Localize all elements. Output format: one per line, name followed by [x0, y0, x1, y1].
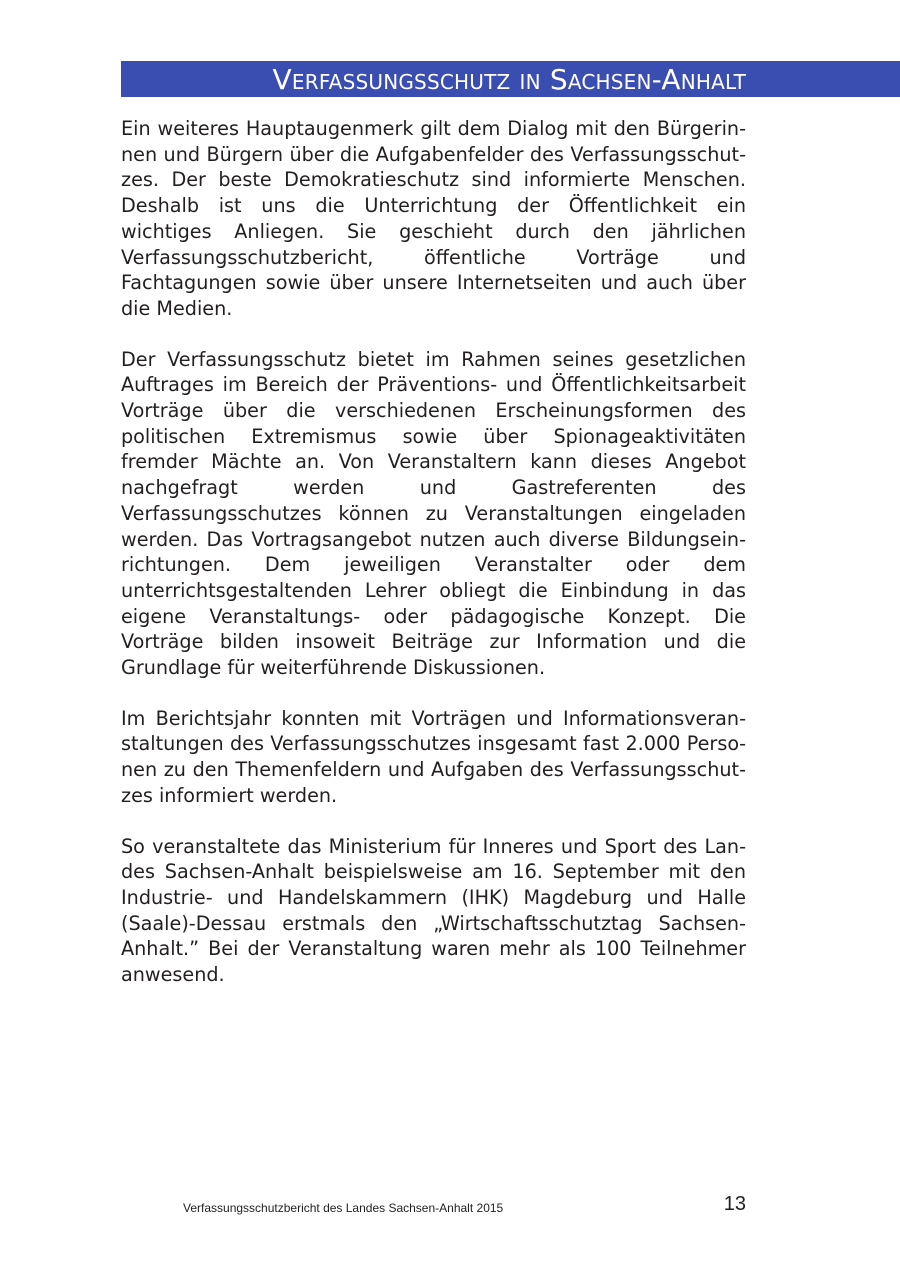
body-text [121, 116, 746, 1013]
page-number: 13 [723, 1193, 746, 1215]
paragraph-public-dialog: Ein weiteres Hauptaugenmerk gilt dem Dialog mit den Bürgerinnen und Bürgern über die Aufgabenfelder des Verfassungsschutzes. Der beste Demokratieschutz sind informierte Menschen. Deshalb ist uns die Unterrichtung der Öffentlichkeit ein wichtiges Anliegen. Sie geschieht durch den jährlichen Verfassungsschutzbericht, öffentliche Vorträge und Fachtagungen sowie über unsere Internetseiten und auch über die Medien. [121, 117, 746, 320]
paragraph-economic-protection-day: So veranstaltete das Ministerium für Inneres und Sport des Landes Sachsen-Anhalt beispielsweise am 16. September mit den Industrie- und Handelskammern (IHK) Magdeburg und Halle (Saale)-Dessau erstmals den „Wirtschaftsschutztag Sachsen-Anhalt.” Bei der Veranstaltung waren mehr als 100 Teilnehmer anwesend. [121, 834, 746, 987]
section-title: Verfassungsschutz in Sachsen-Anhalt [272, 63, 746, 96]
footer-report-title: Verfassungsschutzbericht des Landes Sachsen-Anhalt 2015 [183, 1201, 504, 1215]
paragraph-lecture-program: Der Verfassungsschutz bietet im Rahmen seines gesetzlichen Auftrages im Bereich der Präventions- und Öffentlichkeitsarbeit Vorträge über die verschiedenen Erscheinungsformen des politischen Extremismus sowie über Spionageaktivitäten fremder Mächte an. Von Veranstaltern kann dieses Angebot nachgefragt werden und Gastreferenten des Verfassungsschutzes können zu Veranstaltungen eingeladen werden. Das Vortragsangebot nutzen auch diverse Bildungseinrichtungen. Dem jeweiligen Veranstalter oder dem unterrichtsgestaltenden Lehrer obliegt die Einbindung in das eigene Veranstaltungs- oder pädagogische Konzept. Die Vorträge bilden insoweit Beiträge zur Information und die Grundlage für weiterführende Diskussionen. [121, 347, 746, 680]
paragraph-reporting-year: Im Berichtsjahr konnten mit Vorträgen und Informationsveranstaltungen des Verfassungsschutzes insgesamt fast 2.000 Personen zu den Themenfeldern und Aufgaben des Verfassungsschutzes informiert werden. [121, 706, 746, 807]
section-header-band [121, 61, 900, 97]
